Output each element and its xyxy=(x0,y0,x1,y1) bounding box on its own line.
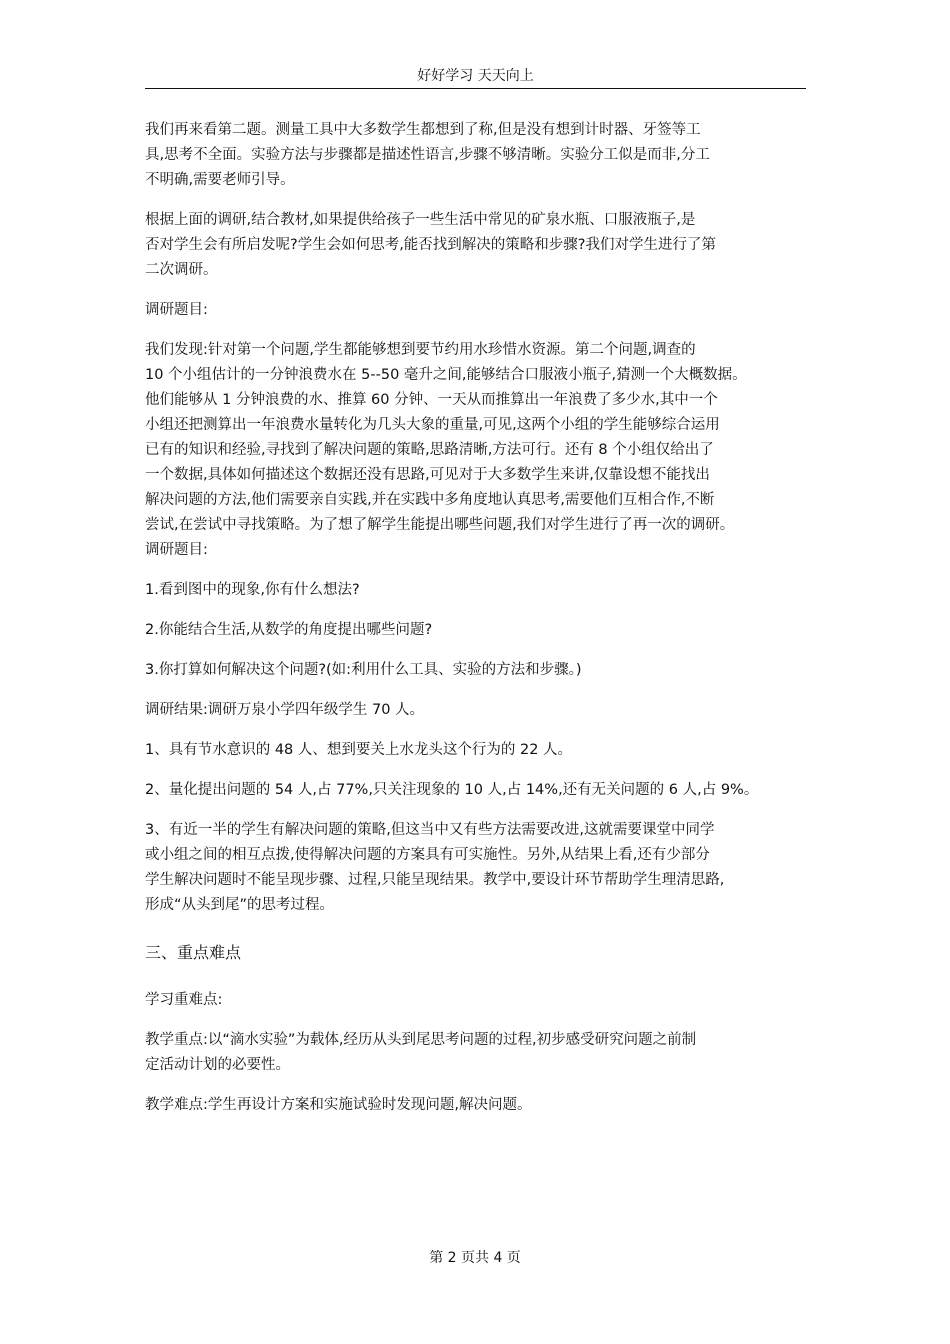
result-item-3 xyxy=(145,818,817,918)
text-line: 否对学生会有所启发呢?学生会如何思考,能否找到解决的策略和步骤?我们对学生进行了第 xyxy=(145,237,716,253)
text-line: 我们发现:针对第一个问题,学生都能够想到要节约用水珍惜水资源。第二个问题,调查的 xyxy=(145,342,696,358)
text-line: 二次调研。 xyxy=(145,262,218,278)
text-line: 学生解决问题时不能呈现步骤、过程,只能呈现结果。教学中,要设计环节帮助学生理清思路, xyxy=(145,872,725,888)
key-points-label: 学习重难点: xyxy=(145,992,223,1008)
result-item-1: 1、具有节水意识的 48 人、想到要关上水龙头这个行为的 22 人。 xyxy=(145,742,573,758)
text-line: 形成“从头到尾”的思考过程。 xyxy=(145,897,335,913)
paragraph-second-survey xyxy=(145,208,817,283)
text-line: 小组还把测算出一年浪费水量转化为几头大象的重量,可见,这两个小组的学生能够综合运用 xyxy=(145,417,720,433)
survey-question-1: 1.看到图中的现象,你有什么想法? xyxy=(145,582,360,598)
text-line: 一个数据,具体如何描述这个数据还没有思路,可见对于大多数学生来讲,仅靠设想不能找出 xyxy=(145,467,710,483)
text-line: 根据上面的调研,结合教材,如果提供给孩子一些生活中常见的矿泉水瓶、口服液瓶子,是 xyxy=(145,212,696,228)
text-line: 3、有近一半的学生有解决问题的策略,但这当中又有些方法需要改进,这就需要课堂中同学 xyxy=(145,822,715,838)
teaching-focus xyxy=(145,1028,817,1078)
text-line: 他们能够从 1 分钟浪费的水、推算 60 分钟、一天从而推算出一年浪费了多少水,其中一个 xyxy=(145,392,718,408)
survey-topic-label: 调研题目: xyxy=(145,302,208,318)
teaching-difficulty: 教学难点:学生再设计方案和实施试验时发现问题,解决问题。 xyxy=(145,1097,532,1113)
survey-question-3: 3.你打算如何解决这个问题?(如:利用什么工具、实验的方法和步骤。) xyxy=(145,662,582,678)
text-line: 具,思考不全面。实验方法与步骤都是描述性语言,步骤不够清晰。实验分工似是而非,分工 xyxy=(145,147,710,163)
text-line: 10 个小组估计的一分钟浪费水在 5--50 毫升之间,能够结合口服液小瓶子,猜测一个大概数据。 xyxy=(145,367,747,383)
paragraph-findings xyxy=(145,338,817,563)
paragraph-second-question xyxy=(145,118,817,193)
result-item-2: 2、量化提出问题的 54 人,占 77%,只关注现象的 10 人,占 14%,还有无关问题的 6 人,占 9%。 xyxy=(145,782,759,798)
document-body xyxy=(145,118,817,1118)
text-line: 或小组之间的相互点拨,使得解决问题的方案具有可实施性。另外,从结果上看,还有少部分 xyxy=(145,847,710,863)
text-line: 调研题目: xyxy=(145,542,208,558)
survey-result: 调研结果:调研万泉小学四年级学生 70 人。 xyxy=(145,702,425,718)
text-line: 已有的知识和经验,寻找到了解决问题的策略,思路清晰,方法可行。还有 8 个小组仅给出了 xyxy=(145,442,714,458)
section-heading: 三、重点难点 xyxy=(145,943,242,962)
survey-question-2: 2.你能结合生活,从数学的角度提出哪些问题? xyxy=(145,622,433,638)
text-line: 定活动计划的必要性。 xyxy=(145,1057,290,1073)
page-footer: 第 2 页共 4 页 xyxy=(429,1250,521,1266)
text-line: 不明确,需要老师引导。 xyxy=(145,172,295,188)
text-line: 我们再来看第二题。测量工具中大多数学生都想到了称,但是没有想到计时器、牙签等工 xyxy=(145,122,701,138)
text-line: 解决问题的方法,他们需要亲自实践,并在实践中多角度地认真思考,需要他们互相合作,不断 xyxy=(145,492,715,508)
page-header: 好好学习 天天向上 xyxy=(145,64,806,89)
text-line: 教学重点:以“滴水实验”为载体,经历从头到尾思考问题的过程,初步感受研究问题之前制 xyxy=(145,1032,697,1048)
text-line: 尝试,在尝试中寻找策略。为了想了解学生能提出哪些问题,我们对学生进行了再一次的调研。 xyxy=(145,517,735,533)
